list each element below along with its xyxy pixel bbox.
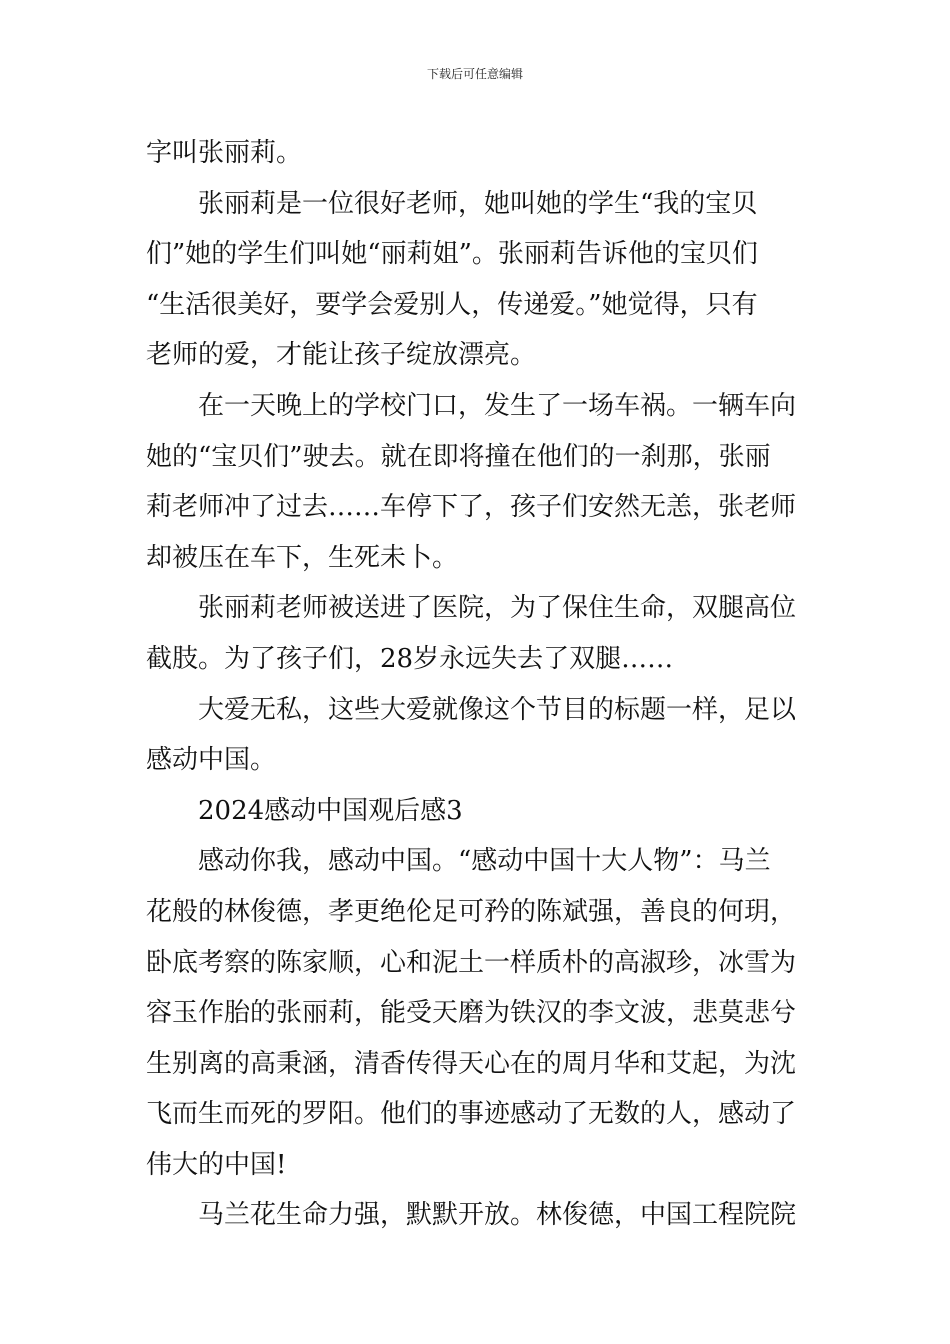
text-line: 截肢。为了孩子们，28岁永远失去了双腿…… bbox=[146, 643, 674, 674]
paragraph-start-line: 张丽莉是一位很好老师，她叫她的学生“我的宝贝 bbox=[198, 188, 758, 219]
paragraph-start-line: 张丽莉老师被送进了医院，为了保住生命，双腿高位 bbox=[198, 593, 797, 624]
section-subtitle: 2024感动中国观后感3 bbox=[198, 795, 463, 826]
text-line: 生别离的高秉涵，清香传得天心在的周月华和艾起，为沈 bbox=[146, 1048, 797, 1079]
text-line: 老师的爱，才能让孩子绽放漂亮。 bbox=[146, 340, 537, 371]
text-line: 她的“宝贝们”驶去。就在即将撞在他们的一刹那，张丽 bbox=[146, 441, 771, 472]
text-line: 伟大的中国! bbox=[146, 1149, 287, 1180]
text-line: “生活很美好，要学会爱别人，传递爱。”她觉得，只有 bbox=[146, 289, 758, 320]
paragraph-start-line: 大爱无私，这些大爱就像这个节目的标题一样，足以 bbox=[198, 694, 797, 725]
text-line: 却被压在车下，生死未卜。 bbox=[146, 542, 459, 573]
text-line: 感动中国。 bbox=[146, 745, 277, 776]
page-header: 下载后可任意编辑 bbox=[426, 67, 523, 81]
text-line: 莉老师冲了过去……车停下了，孩子们安然无恙，张老师 bbox=[146, 492, 797, 523]
text-line: 们”她的学生们叫她“丽莉姐”。张丽莉告诉他的宝贝们 bbox=[146, 239, 758, 270]
text-line: 卧底考察的陈家顺，心和泥土一样质朴的高淑珍，冰雪为 bbox=[146, 947, 797, 978]
paragraph-start-line: 在一天晚上的学校门口，发生了一场车祸。一辆车向 bbox=[198, 390, 797, 421]
paragraph-start-line: 马兰花生命力强，默默开放。林俊德，中国工程院院 bbox=[198, 1200, 797, 1231]
paragraph-start-line: 感动你我，感动中国。“感动中国十大人物”：马兰 bbox=[198, 846, 771, 877]
document-body bbox=[146, 128, 806, 1241]
text-line: 花般的林俊德，孝更绝伦足可矜的陈斌强，善良的何玥， bbox=[146, 896, 797, 927]
text-line: 飞而生而死的罗阳。他们的事迹感动了无数的人，感动了 bbox=[146, 1099, 797, 1130]
text-line: 字叫张丽莉。 bbox=[146, 138, 303, 168]
text-line: 容玉作胎的张丽莉，能受天磨为铁汉的李文波，悲莫悲兮 bbox=[146, 998, 797, 1029]
